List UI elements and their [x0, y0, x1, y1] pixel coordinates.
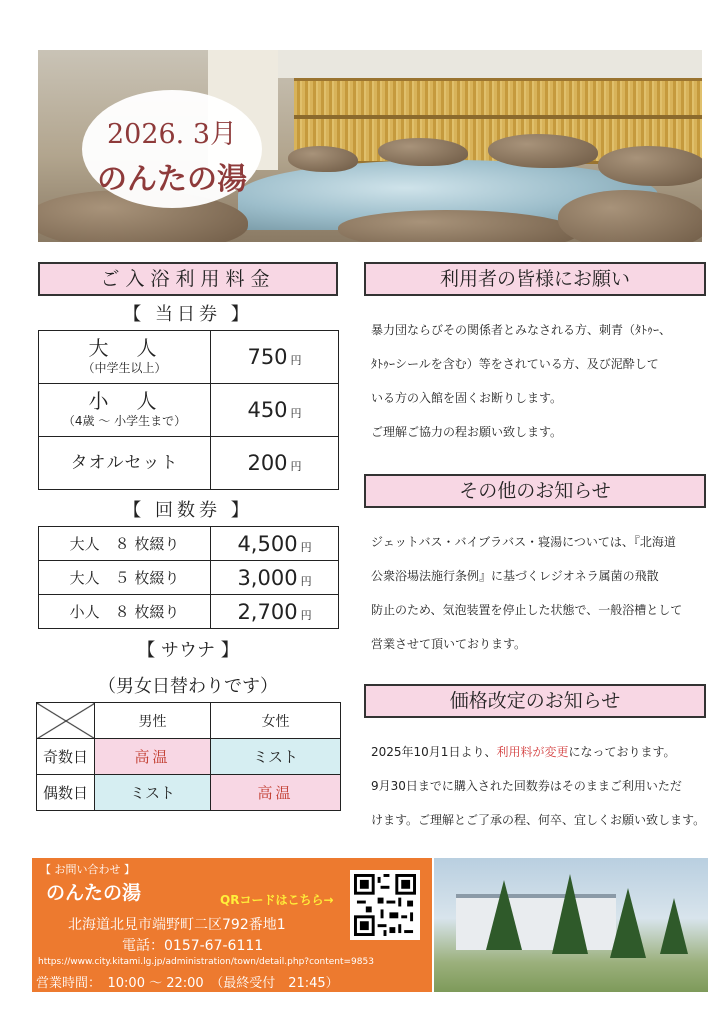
- sauna-table: [36, 702, 341, 811]
- sauna-note: （男女日替わりです）: [98, 676, 278, 697]
- text-line: ご理解ご協力の程お願い致します。: [371, 425, 563, 439]
- text-line: 防止のため、気泡装置を停止した状態で、一般浴槽として: [371, 603, 683, 617]
- qr-code[interactable]: [350, 870, 420, 940]
- text-line: けます。ご理解とご了承の程、何卒、宜しくお願い致します。: [371, 813, 706, 827]
- hero-rock: [558, 190, 702, 242]
- hero-rock: [488, 134, 598, 168]
- fee-price: 200: [247, 451, 288, 475]
- day-even: 偶数日: [37, 775, 95, 811]
- hero-sky: [238, 50, 702, 78]
- col-female: 女性: [211, 703, 341, 739]
- fee-price: 750: [247, 345, 288, 369]
- contact-url[interactable]: https://www.city.kitami.lg.jp/administration/town/detail.php?content=9853: [38, 957, 374, 967]
- tree: [610, 888, 646, 958]
- page-title: のんたの湯: [97, 162, 247, 197]
- coupon-unit: 円: [300, 574, 312, 588]
- fee-label-cell: [39, 331, 211, 384]
- col-male: 男性: [95, 703, 211, 739]
- coupon-label-cell: 大人 ８ 枚綴り: [39, 527, 211, 561]
- fee-price: 450: [247, 398, 288, 422]
- fee-label-cell: [39, 437, 211, 490]
- sauna-female-odd: ミスト: [211, 739, 341, 775]
- contact-tag: 【 お問い合わせ 】: [40, 863, 135, 876]
- coupon-price-cell: [211, 561, 339, 595]
- table-row: [37, 775, 341, 811]
- contact-address: 北海道北見市端野町二区792番地1: [68, 917, 286, 933]
- coupon-price-cell: [211, 527, 339, 561]
- hero-photo: [38, 50, 702, 242]
- sauna-female-even: 高温: [211, 775, 341, 811]
- notice-request-body: [371, 318, 711, 445]
- notice-price-body: [371, 740, 711, 833]
- diagonal-corner-cell: [37, 703, 95, 739]
- coupon-label: 【 回数券 】: [123, 500, 253, 521]
- coupon-price: 4,500: [237, 531, 298, 556]
- notice-heading-price: 価格改定のお知らせ: [364, 684, 706, 718]
- notice-other-body: [371, 530, 711, 657]
- sauna-male-odd: 高温: [95, 739, 211, 775]
- coupon-unit: 円: [300, 608, 312, 622]
- text-line: [371, 740, 711, 765]
- business-hours: 営業時間： 10:00 ～ 22:00 （最終受付 21:45）: [36, 976, 339, 991]
- coupon-price: 3,000: [237, 565, 298, 590]
- day-ticket-table: [38, 330, 339, 490]
- sauna-male-even: ミスト: [95, 775, 211, 811]
- sauna-label: 【 サウナ 】: [137, 640, 239, 661]
- day-odd: 奇数日: [37, 739, 95, 775]
- table-row: [37, 739, 341, 775]
- qr-prompt: QRコードはこちら→: [220, 893, 334, 907]
- text-line: 暴力団ならびその関係者とみなされる方、刺青（ﾀﾄｩｰ、: [371, 323, 672, 337]
- hero-rock: [378, 138, 468, 166]
- fee-price-cell: [211, 437, 339, 490]
- notice-heading-request: 利用者の皆様にお願い: [364, 262, 706, 296]
- text-line: ジェットバス・バイブラバス・寝湯については、『北海道: [371, 535, 676, 549]
- text-line: いる方の入館を固くお断りします。: [371, 391, 563, 405]
- qr-code-icon: [354, 874, 416, 936]
- coupon-price: 2,700: [237, 599, 298, 624]
- text-segment: 2025年10月1日より、: [371, 745, 497, 759]
- hero-rock: [598, 146, 702, 186]
- table-row: [39, 384, 339, 437]
- coupon-unit: 円: [300, 540, 312, 554]
- tree: [660, 898, 688, 954]
- contact-name: のんたの湯: [46, 882, 142, 904]
- fee-label-cell: [39, 384, 211, 437]
- table-row: [39, 437, 339, 490]
- fee-price-cell: [211, 384, 339, 437]
- coupon-price-cell: [211, 595, 339, 629]
- contact-tel: 電話：0157-67-6111: [122, 938, 264, 954]
- fee-note: （中学生以上）: [82, 361, 167, 375]
- hero-rock: [288, 146, 358, 172]
- contact-banner: [32, 858, 432, 992]
- fee-label: タオルセット: [70, 453, 179, 473]
- table-row: [39, 331, 339, 384]
- table-row: [39, 561, 339, 595]
- fees-heading: ご入浴利用料金: [38, 262, 338, 296]
- tree: [486, 880, 522, 950]
- text-line: 営業させて頂いております。: [371, 637, 527, 651]
- coupon-label-cell: 大人 ５ 枚綴り: [39, 561, 211, 595]
- coupon-label-cell: 小人 ８ 枚綴り: [39, 595, 211, 629]
- price-change-highlight: 利用料が変更: [496, 745, 569, 759]
- tree: [552, 874, 588, 954]
- fee-unit: 円: [290, 460, 302, 473]
- day-ticket-label: 【 当日券 】: [123, 304, 253, 325]
- coupon-table: [38, 526, 339, 629]
- facility-building: [456, 894, 616, 950]
- fee-price-cell: [211, 331, 339, 384]
- text-line: ﾀﾄｩｰシールを含む）等をされている方、及び泥酔して: [371, 357, 659, 371]
- fee-label: 大 人: [88, 336, 161, 360]
- text-line: 公衆浴場法施行条例』に基づくレジオネラ属菌の飛散: [371, 569, 659, 583]
- notice-heading-other: その他のお知らせ: [364, 474, 706, 508]
- table-row: [37, 703, 341, 739]
- page-title-date: 2026. 3月: [106, 119, 238, 150]
- text-line: 9月30日までに購入された回数券はそのままご利用いただ: [371, 779, 682, 793]
- fee-label: 小 人: [88, 389, 161, 413]
- table-row: [39, 595, 339, 629]
- table-row: [39, 527, 339, 561]
- fee-unit: 円: [290, 407, 302, 420]
- text-segment: になっております。: [568, 745, 676, 759]
- fee-unit: 円: [290, 354, 302, 367]
- facility-photo: [434, 858, 708, 992]
- fee-note: （4歳 ～ 小学生まで）: [62, 414, 187, 428]
